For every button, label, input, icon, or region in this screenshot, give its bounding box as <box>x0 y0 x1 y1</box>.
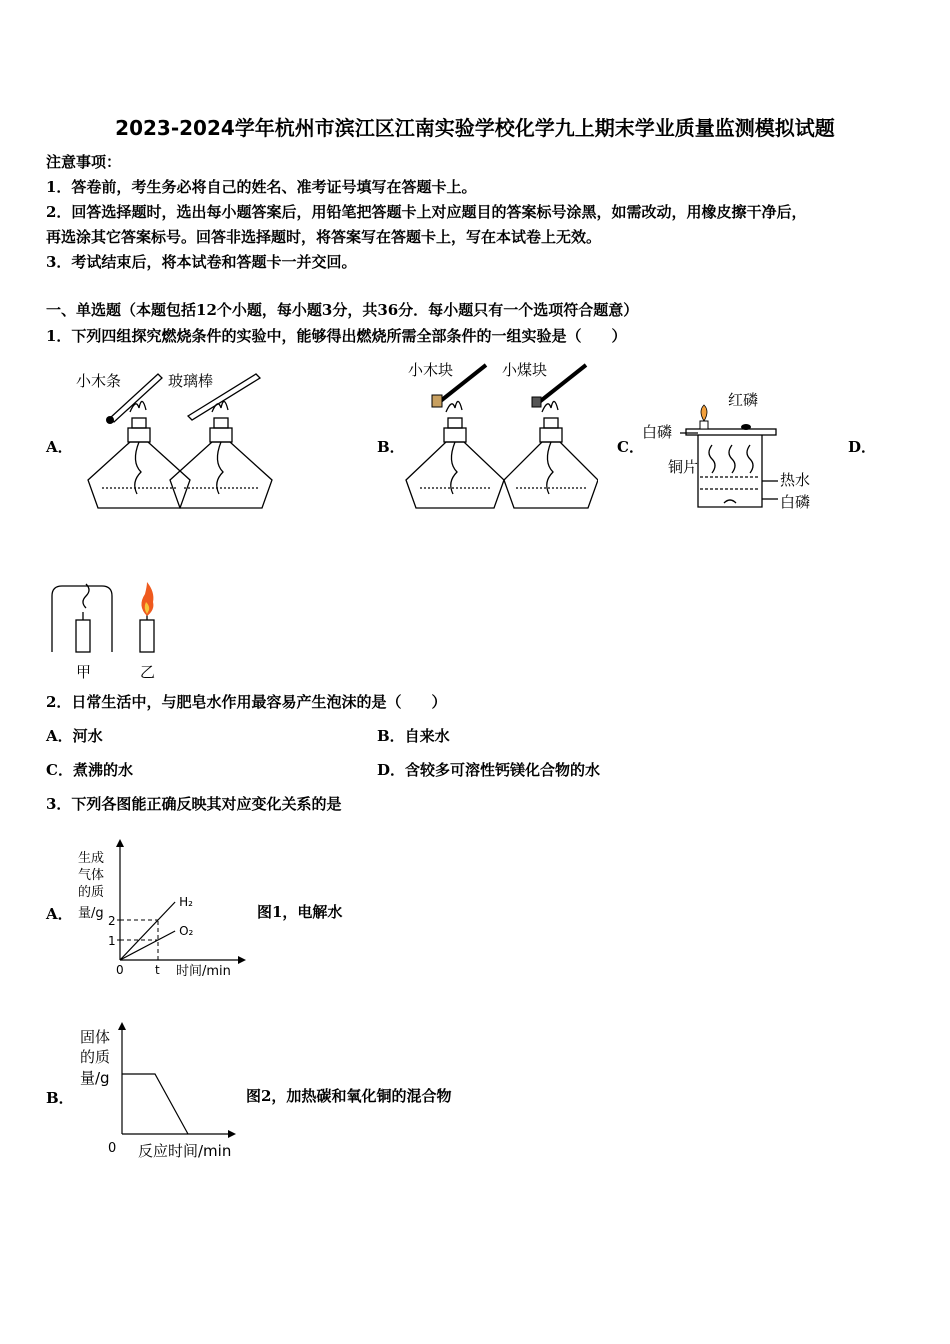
series-line-1 <box>120 931 175 960</box>
label-yi: 乙 <box>140 663 156 681</box>
q2-option-a[interactable]: A．河水 <box>46 727 103 745</box>
y-label-line: 固体 <box>80 1028 111 1046</box>
label-white-phosphorus-top: 白磷 <box>642 423 673 441</box>
chart-electrolysis <box>70 835 255 985</box>
notice-item: 再选涂其它答案标号。回答非选择题时，将答案写在答题卡上，写在本试卷上无效。 <box>46 228 602 246</box>
q3-caption-b: 图2，加热碳和氧化铜的混合物 <box>246 1087 452 1105</box>
q1-option-a[interactable]: A． <box>46 438 73 456</box>
chart-heating-carbon-copper-oxide <box>70 1017 255 1162</box>
x-tick-label: 0 <box>116 963 124 977</box>
q3-option-a[interactable]: A． <box>46 905 73 923</box>
q1-option-c[interactable]: C． <box>617 438 644 456</box>
section-heading: 一、单选题（本题包括12个小题，每小题3分，共36分．每小题只有一个选项符合题意） <box>46 301 639 319</box>
notice-item: 3．考试结束后，将本试卷和答题卡一并交回。 <box>46 253 357 271</box>
series-label: O₂ <box>179 924 194 938</box>
q3-caption-a: 图1，电解水 <box>257 903 343 921</box>
page-title: 2023-2024学年杭州市滨江区江南实验学校化学九上期末学业质量监测模拟试题 <box>115 116 835 140</box>
question-2-stem: 2．日常生活中，与肥皂水作用最容易产生泡沫的是（ ） <box>46 693 447 711</box>
x-axis-arrow-icon <box>228 1130 236 1138</box>
question-3-stem: 3．下列各图能正确反映其对应变化关系的是 <box>46 795 342 813</box>
match-tip-icon <box>106 416 114 424</box>
label-glass-rod: 玻璃棒 <box>168 372 214 390</box>
q1-option-d[interactable]: D． <box>848 438 877 456</box>
label-coal-block: 小煤块 <box>502 361 548 379</box>
label-white-phosphorus-bottom: 白磷 <box>780 493 811 511</box>
y-label-line: 生成 <box>78 851 105 866</box>
notice-item: 1．答卷前，考生务必将自己的姓名、准考证号填写在答题卡上。 <box>46 178 477 196</box>
label-jia: 甲 <box>76 663 92 681</box>
label-copper-plate: 铜片 <box>668 458 699 476</box>
q1-option-b[interactable]: B． <box>377 438 405 456</box>
figure-a-alcohol-lamps <box>70 360 290 515</box>
x-tick-label: t <box>155 963 160 977</box>
series-line-0 <box>120 902 175 960</box>
y-label-line: 的质 <box>80 1048 111 1066</box>
q2-option-b[interactable]: B．自来水 <box>377 727 450 745</box>
y-label-line: 量/g <box>78 906 104 921</box>
x-label: 时间/min <box>176 964 231 979</box>
label-small-stick: 小木条 <box>76 372 122 390</box>
q2-option-c[interactable]: C．煮沸的水 <box>46 761 133 779</box>
q2-option-d[interactable]: D．含较多可溶性钙镁化合物的水 <box>377 761 601 779</box>
label-red-phosphorus: 红磷 <box>728 391 759 409</box>
label-hot-water: 热水 <box>780 471 811 489</box>
y-label-line: 气体 <box>78 868 105 883</box>
question-1-stem: 1．下列四组探究燃烧条件的实验中，能够得出燃烧所需全部条件的一组实验是（ ） <box>46 327 627 345</box>
notice-item: 2．回答选择题时，选出每小题答案后，用铅笔把答题卡上对应题目的答案标号涂黑，如需改动，用橡皮擦干净后， <box>46 203 807 221</box>
y-axis-arrow-icon <box>118 1022 126 1030</box>
origin-label: 0 <box>108 1141 117 1156</box>
series-label: H₂ <box>179 895 193 909</box>
y-label-line: 的质 <box>78 885 105 900</box>
y-axis-arrow-icon <box>116 839 124 847</box>
y-tick-label: 1 <box>108 934 116 948</box>
series-line-0 <box>122 1074 188 1134</box>
x-axis-arrow-icon <box>238 956 246 964</box>
notice-heading: 注意事项： <box>46 153 122 171</box>
q3-option-b[interactable]: B． <box>46 1089 74 1107</box>
y-label-line: 量/g <box>80 1069 110 1087</box>
label-small-block: 小木块 <box>408 361 454 379</box>
figure-c-beaker <box>640 385 830 520</box>
x-label: 反应时间/min <box>138 1142 232 1160</box>
y-tick-label: 2 <box>108 914 116 928</box>
figure-b-alcohol-lamps <box>398 357 598 515</box>
figure-d-candles <box>46 582 176 684</box>
